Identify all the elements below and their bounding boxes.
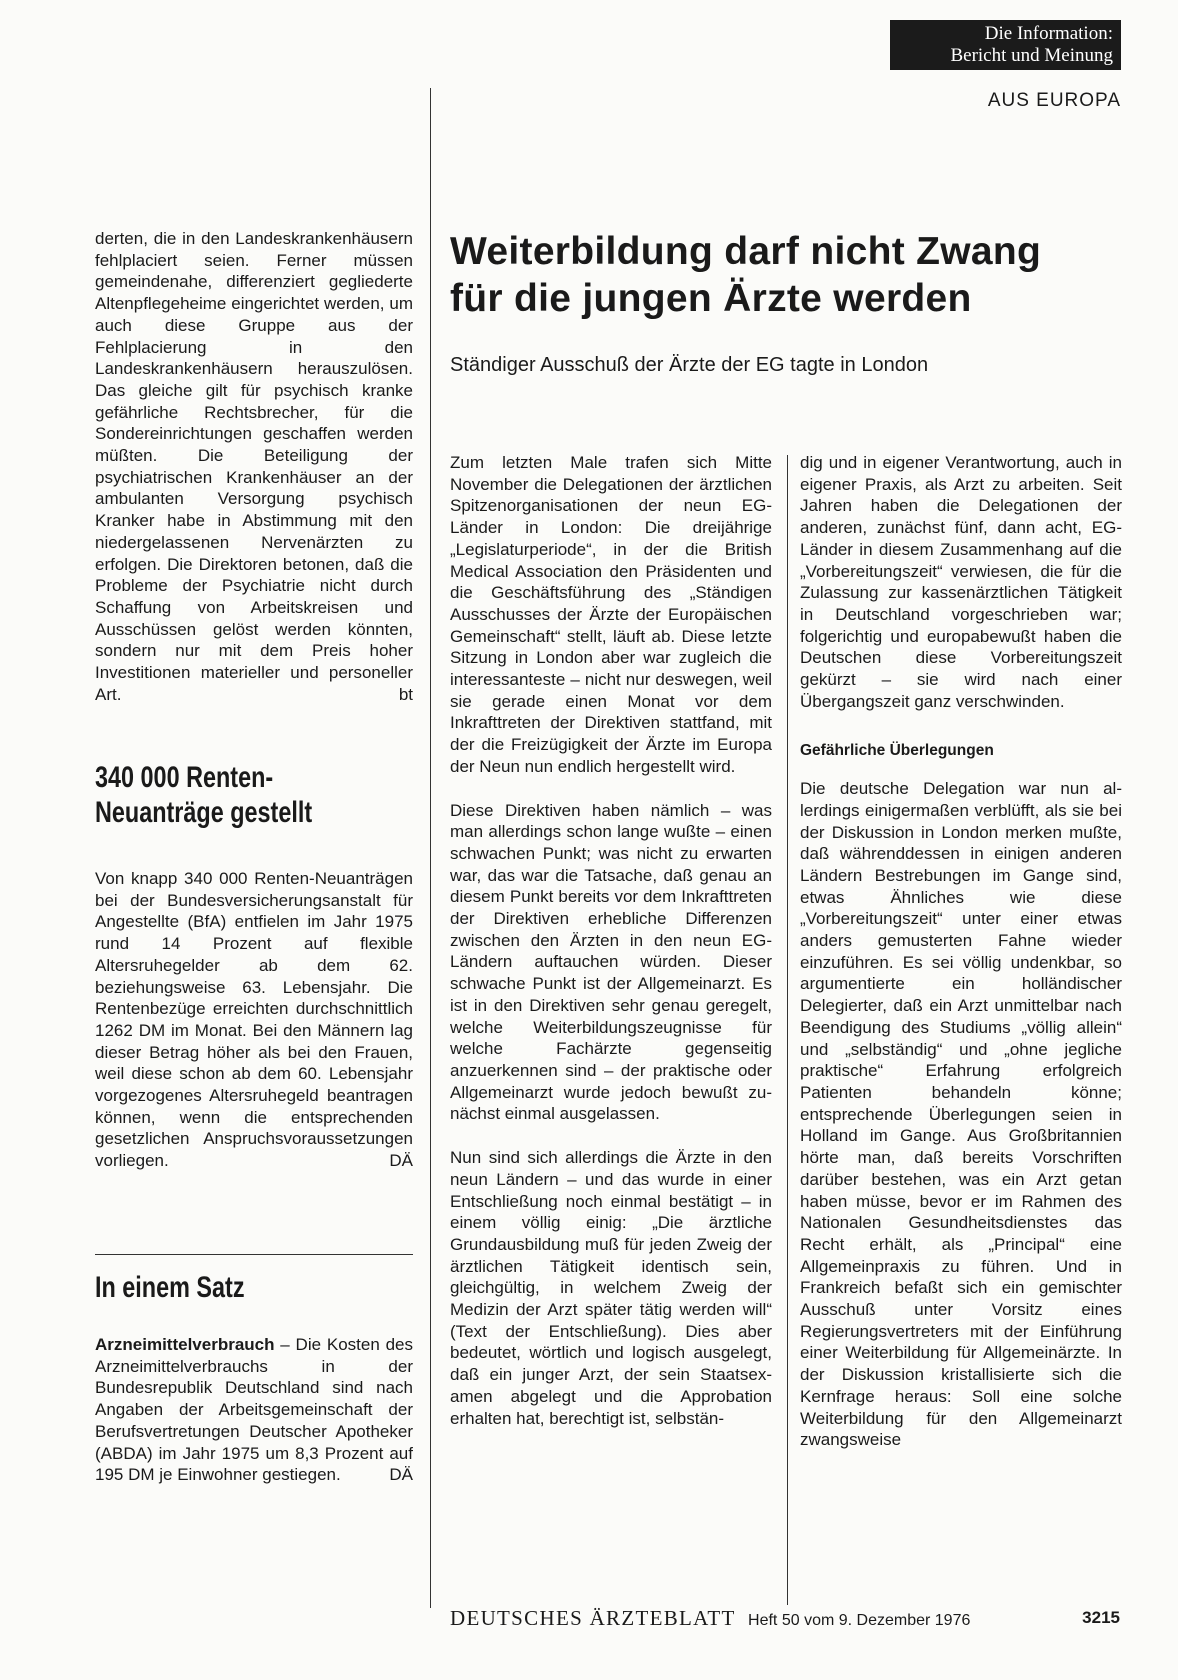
rubric-box <box>890 20 1121 70</box>
article-column-1 <box>450 452 772 1429</box>
renten-signature: DÄ <box>389 1151 413 1171</box>
article-paragraph-3: Nun sind sich allerdings die Ärzte in den neun Ländern – und das wurde in einer Entschließung noch einmal bestätigt – in einem völlig einig: „Die ärztliche Grundausbildung muß für jeden Zweig der ärztlichen Tätigkeit identisch sein, gleichgültig, in welchem Zweig der Medizin der Arzt später tätig werden will“ (Text der Entschließung). Dies aber bedeutet, wörtlich und logisch ausgelegt, daß ein junger Arzt, der sein Staatsexamen abgelegt und die Approbation erhalten hat, berechtigt ist, selbstän- <box>450 1148 772 1428</box>
renten-headline-line-1: 340 000 Renten- <box>95 761 274 794</box>
continuation-text <box>95 228 413 705</box>
renten-text: Von knapp 340 000 Renten-Neuanträgen bei der Bundesversicherungsanstalt für Angestellte (BfA) entfielen im Jahr 1975 rund 14 Prozent auf flexible Altersruhegelder ab dem 62. beziehungsweise 63. Lebensjahr. Die Rentenbezüge erreichten durchschnittlich 1262 DM im Monat. Bei den Männern lag dieser Betrag höher als bei den Frauen, weil diese schon ab dem 60. Lebensjahr vorgezogenes Altersruhegeld beantragen können, wenn die entsprechenden gesetzlichen Anspruchsvoraussetzungen vorliegen. <box>95 869 413 1171</box>
satz-headline: In einem Satz <box>95 1271 245 1304</box>
article-title-line-2: für die jungen Ärzte werden <box>450 277 972 320</box>
satz-lead: Arzneimittelverbrauch <box>95 1335 275 1354</box>
continuation-body: derten, die in den Landeskrankenhäusern fehlplaciert seien. Ferner müssen gemeindenahe, differenziert gegliederte Altenpflegeheime eingerichtet werden, um auch diese Gruppe aus der Fehlplacierung in den Landeskrankenhäusern herauszulösen. Das gleiche gilt für psychisch kranke gefährliche Rechtsbrecher, für die Sondereinrichtungen geschaffen werden müßten. Die Beteiligung der psychiatrischen Krankenhäuser an der ambulanten Versorgung psychisch Kranker habe in Abstimmung mit den niedergelassenen Nervenärzten zu erfolgen. Die Direktoren betonen, daß die Probleme der Psychiatrie nicht durch Schaffung von Arbeitskreisen und Ausschüssen gelöst werden könnten, sondern nur mit dem Preis hoher Investitionen materieller und personeller Art. <box>95 229 413 704</box>
satz-signature: DÄ <box>389 1465 413 1485</box>
page-footer <box>450 1606 1120 1634</box>
box-rule <box>95 1254 413 1255</box>
renten-headline-line-2: Neuanträge gestellt <box>95 796 313 829</box>
article-paragraph-4: dig und in eigener Verantwortung, auch in eigener Praxis, als Arzt zu arbeiten. Seit Jahren haben die Delegationen der anderen, zunächst fünf, dann acht, EG-Länder in diesem Zusammenhang auf die „Vorbereitungszeit“ verwiesen, die für die Zulassung zur kassenärztlichen Tätigkeit in Deutschland vorgeschrieben war; folgerichtig und europabewußt haben die Deutschen diese Vorbereitungszeit gekürzt – sie wird nach einer Übergangszeit ganz verschwinden. <box>800 453 1122 711</box>
article-paragraph-1: Zum letzten Male trafen sich Mitte November die Delegationen der ärztlichen Spitzenorganisationen der neun EG-Länder in London: Die dreijährige „Legislaturperiode“, in der die British Medical Association den Präsidenten und die Geschäftsführung des „Ständigen Ausschusses der Ärzte der Europäischen Gemeinschaft“ stellt, läuft ab. Diese letzte Sitzung in London aber war zugleich die interessanteste – nicht nur deswegen, weil sie gerade einen Monat vor dem Inkrafttreten der Direktiven stattfand, mit der die Freizügigkeit der Ärzte im Europa der Neun nun endlich hergestellt wird. <box>450 453 772 776</box>
renten-headline <box>95 760 312 830</box>
article-paragraph-5: Die deutsche Delegation war nun allerdings einigermaßen verblüfft, als sie bei der Diskussion in London merken mußte, daß währenddessen in einigen anderen Ländern Bestrebungen im Gange sind, etwas Ähnliches wie diese „Vorbereitungszeit“ unter einer etwas anders gemusterten Fahne wieder einzuführen. Es sei völlig undenkbar, so argumentierte ein holländischer Delegierter, daß ein Arzt unmittelbar nach Beendigung des Studiums „völlig allein“ und „selbständig“ und „ohne jegliche praktische“ Erfahrung erfolgreich Patienten behandeln könne; entsprechende Überlegungen seien in Holland im Gange. Aus Großbritannien hörte man, daß bereits Vorschriften darüber bestehen, was ein Arzt getan haben müsse, bevor er im Rahmen des Nationalen Gesundheitsdienstes das Recht erhält, als „Principal“ eine Allgemeinpraxis zu führen. Und in Frankreich befaßt sich ein gemischter Ausschuß unter Vorsitz eines Regierungsvertreters mit der Einführung einer Weiterbildung für Allgemeinärzte. In der Diskussion kristallisierte sich die Kernfrage heraus: Soll eine solche Weiterbildung für den Allgemeinarzt zwangsweise <box>800 779 1122 1450</box>
left-column <box>95 228 413 705</box>
article-column-2 <box>800 452 1122 1451</box>
rubric-line-2: Bericht und Meinung <box>950 45 1113 66</box>
rubric-line-1: Die Information: <box>984 23 1113 44</box>
section-label: AUS EUROPA <box>987 90 1121 111</box>
article-paragraph-2: Diese Direktiven haben nämlich – was man allerdings schon lange wußte – einen schwachen Punkt; was nicht zu erwarten war, das war die Tatsache, daß genau an diesem Punkt bereits vor dem Inkrafttreten der Direktiven erhebliche Differenzen zwischen den Ärzten in den neun EG-Ländern auftauchen würden. Dieser schwache Punkt ist der Allgemeinarzt. Es ist in den Direktiven sehr genau geregelt, welche Weiterbildungszeugnisse für welche Fachärzte gegenseitig anzuerkennen sind – der praktische oder Allgemeinarzt wurde jedoch bewußt zunächst einmal ausgelassen. <box>450 800 772 1124</box>
footer-issue: Heft 50 vom 9. Dezember 1976 <box>748 1612 971 1629</box>
satz-article <box>95 1334 413 1486</box>
renten-article <box>95 868 413 1172</box>
left-column-divider <box>430 88 431 1608</box>
article-subtitle: Ständiger Ausschuß der Ärzte der EG tagte in London <box>450 354 929 376</box>
article-title <box>450 228 1130 322</box>
footer-publication: DEUTSCHES ÄRZTEBLATT <box>450 1606 736 1630</box>
continuation-signature: bt <box>398 684 413 704</box>
article-column-divider <box>787 455 788 1605</box>
footer-page-number: 3215 <box>1082 1608 1120 1627</box>
satz-text: – Die Kosten des Arzneimittelverbrauchs in der Bundesrepublik Deutschland sind nach Angaben der Arbeitsgemeinschaft der Berufsvertretungen Deutscher Apotheker (ABDA) im Jahr 1975 um 8,3 Prozent auf 195 DM je Einwohner gestiegen. <box>95 1335 413 1485</box>
article-title-line-1: Weiterbildung darf nicht Zwang <box>450 230 1042 273</box>
article-subheading: Gefährliche Überlegungen <box>800 742 994 760</box>
